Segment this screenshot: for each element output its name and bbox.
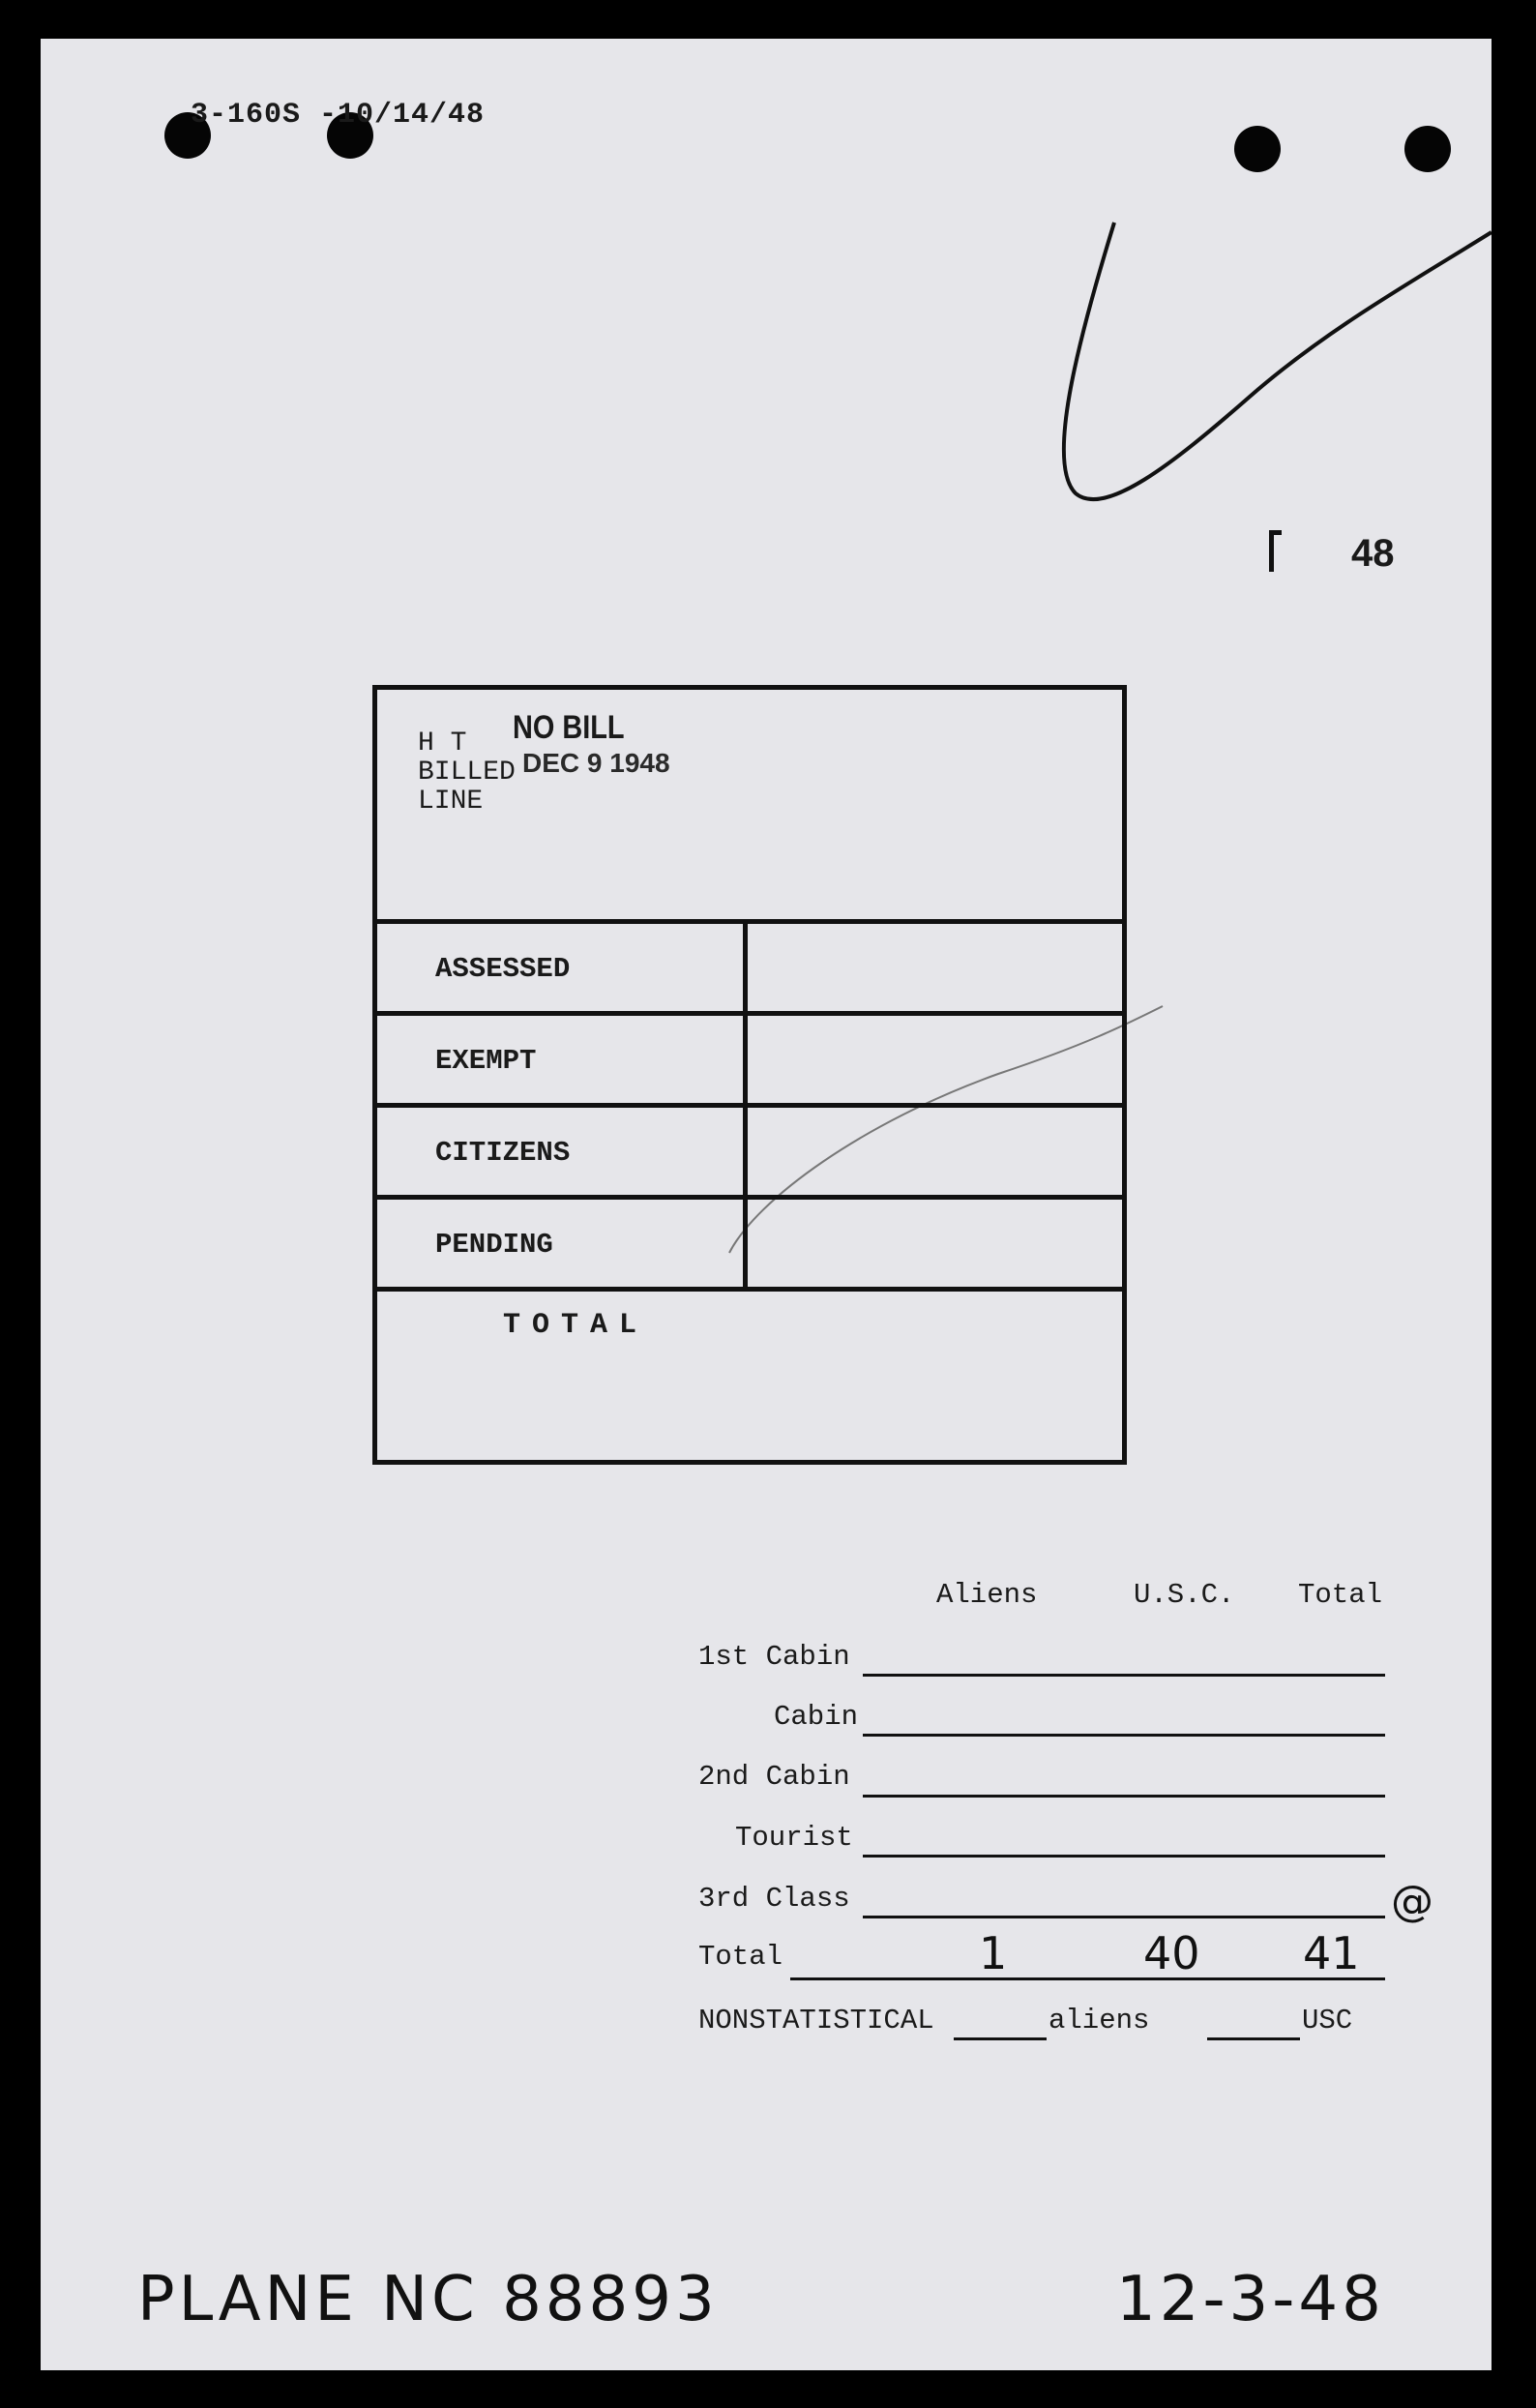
row-label-2nd-cabin: 2nd Cabin (698, 1761, 850, 1793)
fill-line (954, 2037, 1047, 2040)
row-label: EXEMPT (435, 1045, 537, 1077)
no-bill-stamp: NO BILL (513, 709, 625, 746)
column-divider (743, 1200, 748, 1292)
row-label-1st-cabin: 1st Cabin (698, 1641, 850, 1673)
nonstatistical-label: NONSTATISTICAL (698, 2005, 934, 2036)
ht-label: H T (418, 728, 467, 758)
row-label-3rd-class: 3rd Class (698, 1883, 850, 1915)
document-page (41, 39, 1492, 2370)
total-usc-value: 40 (1143, 1927, 1200, 1979)
column-header-total: Total (1298, 1579, 1383, 1611)
fill-line (863, 1674, 1385, 1677)
fill-line (863, 1795, 1385, 1798)
exempt-row (377, 1016, 1122, 1108)
assessed-row (377, 924, 1122, 1016)
total-total-value: 41 (1303, 1927, 1360, 1979)
nonstatistical-aliens-label: aliens (1049, 2005, 1150, 2036)
row-label: CITIZENS (435, 1137, 571, 1169)
total-aliens-value: 1 (979, 1927, 1008, 1979)
billing-stamp-box (372, 685, 1127, 1465)
form-code: 3-160S -10/14/48 (191, 99, 486, 132)
citizens-row (377, 1108, 1122, 1200)
fill-line (1207, 2037, 1300, 2040)
billing-header (377, 690, 1122, 924)
row-label-tourist: Tourist (735, 1822, 853, 1854)
fill-line (790, 1977, 1385, 1980)
page-number: 48 (1351, 532, 1395, 575)
date-stamp: DEC 9 1948 (522, 748, 670, 778)
fill-line (863, 1734, 1385, 1737)
fill-line (863, 1916, 1385, 1918)
circled-mark: @ (1391, 1877, 1433, 1926)
column-divider (743, 1016, 748, 1108)
pending-row (377, 1200, 1122, 1292)
fill-line (863, 1855, 1385, 1858)
total-label: TOTAL (503, 1309, 649, 1342)
column-header-usc: U.S.C. (1134, 1579, 1235, 1611)
column-divider (743, 924, 748, 1016)
date-handwriting: 12-3-48 (1116, 2264, 1385, 2335)
row-label: ASSESSED (435, 953, 571, 985)
line-label: LINE (418, 787, 484, 817)
row-label: PENDING (435, 1229, 553, 1261)
plane-number-handwriting: PLANE NC 88893 (137, 2264, 719, 2335)
total-row-label: Total (698, 1941, 783, 1973)
row-label-cabin: Cabin (774, 1701, 859, 1733)
column-header-aliens: Aliens (936, 1579, 1038, 1611)
billed-label: BILLED (418, 758, 516, 788)
column-divider (743, 1108, 748, 1200)
nonstatistical-usc-label: USC (1302, 2005, 1353, 2036)
